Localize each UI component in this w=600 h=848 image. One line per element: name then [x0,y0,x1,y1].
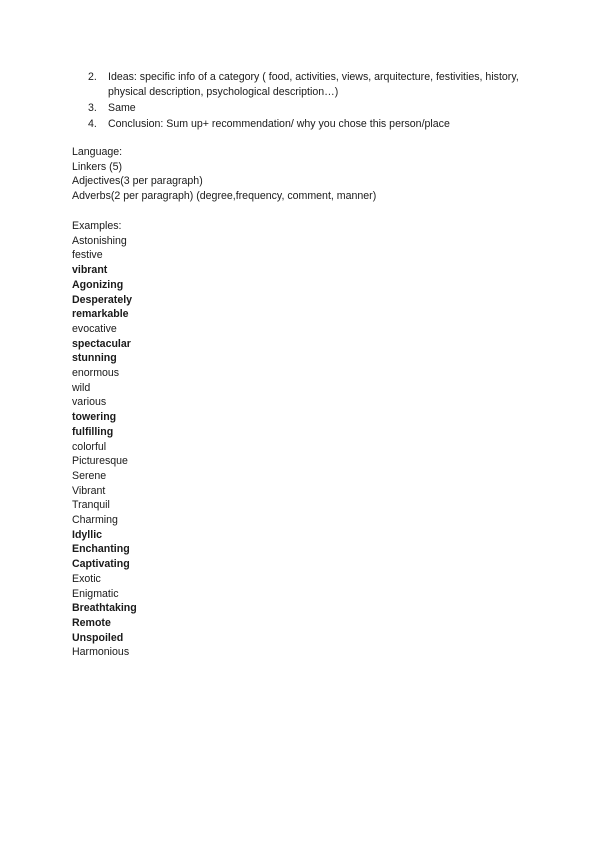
example-word: remarkable [72,308,129,321]
example-word: Breathtaking [72,602,137,615]
examples-heading: Examples: [72,220,122,232]
example-word: stunning [72,352,117,365]
example-word: evocative [72,322,117,335]
example-word: fulfilling [72,425,114,438]
example-word: Vibrant [72,484,106,497]
example-word: Desperately [72,293,133,306]
list-item [72,70,532,100]
list-number: 3. [88,102,97,114]
example-word: colorful [72,440,107,453]
example-word: Agonizing [72,278,124,291]
example-word: Charming [72,514,118,527]
example-word: towering [72,411,117,424]
example-word: Serene [72,469,107,482]
example-word: Idyllic [72,528,103,541]
examples-section [72,219,137,660]
list-item-text: Ideas: specific info of a category ( food, activities, views, arquitecture, festivities, history, physical description, psychological description…) [108,71,519,98]
language-section [72,145,376,204]
language-line: Adjectives(3 per paragraph) [72,175,203,188]
example-word: Unspoiled [72,631,124,644]
example-word: various [72,396,107,409]
numbered-list [72,70,532,133]
word-list [72,234,137,660]
language-line: Adverbs(2 per paragraph) (degree,frequency, comment, manner) [72,190,377,203]
list-item-text: Conclusion: Sum up+ recommendation/ why you chose this person/place [108,118,450,130]
example-word: spectacular [72,337,131,350]
example-word: enormous [72,367,120,380]
list-item [72,101,532,116]
example-word: Enigmatic [72,587,119,600]
list-item-text: Same [108,102,136,114]
list-number: 2. [88,71,97,83]
example-word: Captivating [72,558,130,571]
language-heading: Language: [72,146,123,158]
example-word: Harmonious [72,646,130,659]
example-word: Exotic [72,572,101,585]
example-word: Astonishing [72,234,127,247]
list-item [72,117,532,132]
example-word: wild [72,381,91,394]
example-word: Tranquil [72,499,110,512]
example-word: Picturesque [72,455,128,468]
example-word: vibrant [72,264,108,277]
example-word: festive [72,249,103,262]
language-line: Linkers (5) [72,160,123,173]
example-word: Remote [72,616,111,629]
list-number: 4. [88,118,97,130]
example-word: Enchanting [72,543,130,556]
